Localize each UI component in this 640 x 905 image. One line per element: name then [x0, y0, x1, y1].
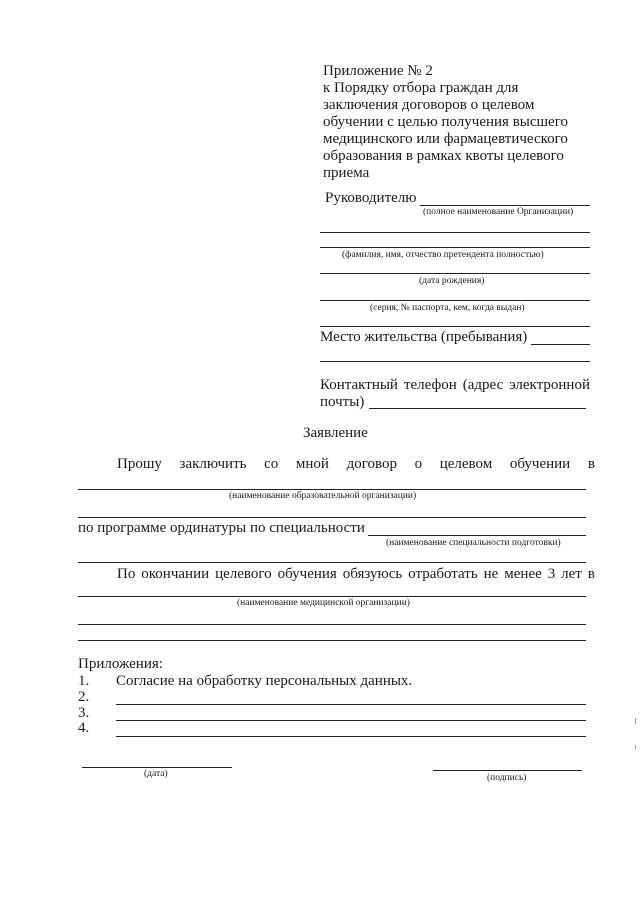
obligation-word: не [483, 566, 499, 582]
appendix-line: к Порядку отбора граждан для [323, 80, 519, 96]
to-label: Руководителю [325, 190, 417, 206]
date-field[interactable] [82, 767, 232, 768]
program-label: по программе ординатуры по специальности [78, 520, 365, 536]
appendix-line: заключения договоров о целевом [323, 97, 535, 113]
org-name-field[interactable] [420, 205, 590, 206]
residence-label: Место жительства (пребывания) [320, 329, 528, 345]
appendix-line: обучении с целью получения высшего [323, 114, 568, 130]
obligation-word: обязуюсь [342, 566, 403, 582]
obligation-word: По [117, 566, 136, 582]
edu-org-field-line2[interactable] [78, 517, 586, 518]
birth-caption: (дата рождения) [419, 276, 485, 286]
phone-word: Контактный [320, 377, 398, 393]
specialty-field-line2[interactable] [78, 562, 586, 563]
phone-field[interactable] [369, 408, 586, 409]
attachment-text: Согласие на обработку персональных данных. [116, 673, 413, 689]
request-word: Прошу [117, 456, 162, 472]
request-word: в [587, 456, 595, 472]
request-word: обучении [509, 456, 571, 472]
attachment-number: 2. [78, 689, 90, 705]
request-word: заключить [179, 456, 247, 472]
residence-field-line2[interactable] [320, 361, 590, 362]
obligation-word: отработать [408, 566, 478, 582]
fio-field[interactable] [320, 247, 590, 248]
phone-word: телефон [403, 377, 457, 393]
obligation-word: окончании [141, 566, 210, 582]
specialty-caption: (наименование специальности подготовки) [386, 538, 561, 548]
fio-caption: (фамилия, имя, отчество претендента полностью) [342, 250, 544, 260]
org-name-field-line2[interactable] [320, 232, 590, 233]
attachment-field-3[interactable] [116, 720, 586, 721]
attachment-number: 1. [78, 673, 90, 689]
phone-word: электронной [509, 377, 590, 393]
med-org-caption: (наименование медицинской организации) [237, 598, 410, 608]
attachments-title: Приложения: [78, 656, 163, 672]
appendix-line: медицинского или фармацевтического [323, 131, 568, 147]
edu-org-caption: (наименование образовательной организации) [229, 491, 417, 501]
appendix-line: Приложение № 2 [323, 63, 433, 79]
appendix-line: приема [323, 165, 370, 181]
phone-word: (адрес [462, 377, 504, 393]
attachment-field-4[interactable] [116, 736, 586, 737]
request-word: целевом [439, 456, 493, 472]
passport-caption: (серия, № паспорта, кем, когда выдан) [370, 303, 525, 313]
obligation-word: целевого [215, 566, 272, 582]
request-sentence [117, 456, 595, 473]
statement-title: Заявление [303, 425, 368, 441]
residence-field[interactable] [531, 344, 590, 345]
edu-org-field[interactable] [78, 489, 586, 490]
attachment-number: 3. [78, 705, 90, 721]
request-word: со [264, 456, 279, 472]
obligation-word: лет [561, 566, 582, 582]
med-org-field[interactable] [78, 596, 586, 597]
request-word: о [414, 456, 423, 472]
appendix-line: образования в рамках квоты целевого [323, 148, 564, 164]
signature-caption: (подпись) [487, 773, 527, 783]
date-caption: (дата) [144, 769, 168, 779]
request-word: договор [346, 456, 397, 472]
specialty-field[interactable] [368, 535, 586, 536]
obligation-word: обучения [277, 566, 337, 582]
phone-label-line2: почты) [320, 394, 365, 410]
phone-label-line1 [320, 377, 590, 394]
attachment-number: 4. [78, 720, 90, 736]
obligation-word: в [587, 566, 595, 582]
scan-artifact [635, 745, 636, 749]
org-caption: (полное наименование Организации) [423, 207, 574, 217]
obligation-word: менее [504, 566, 542, 582]
scan-artifact [635, 718, 636, 724]
passport-field-line2[interactable] [320, 326, 590, 327]
obligation-sentence [117, 566, 595, 583]
request-word: мной [295, 456, 329, 472]
med-org-field-line2[interactable] [78, 624, 586, 625]
attachment-field-2[interactable] [116, 704, 586, 705]
signature-field[interactable] [433, 770, 582, 771]
obligation-word: 3 [547, 566, 556, 582]
birth-date-field[interactable] [320, 273, 590, 274]
med-org-field-line3[interactable] [78, 640, 586, 641]
passport-field[interactable] [320, 300, 590, 301]
